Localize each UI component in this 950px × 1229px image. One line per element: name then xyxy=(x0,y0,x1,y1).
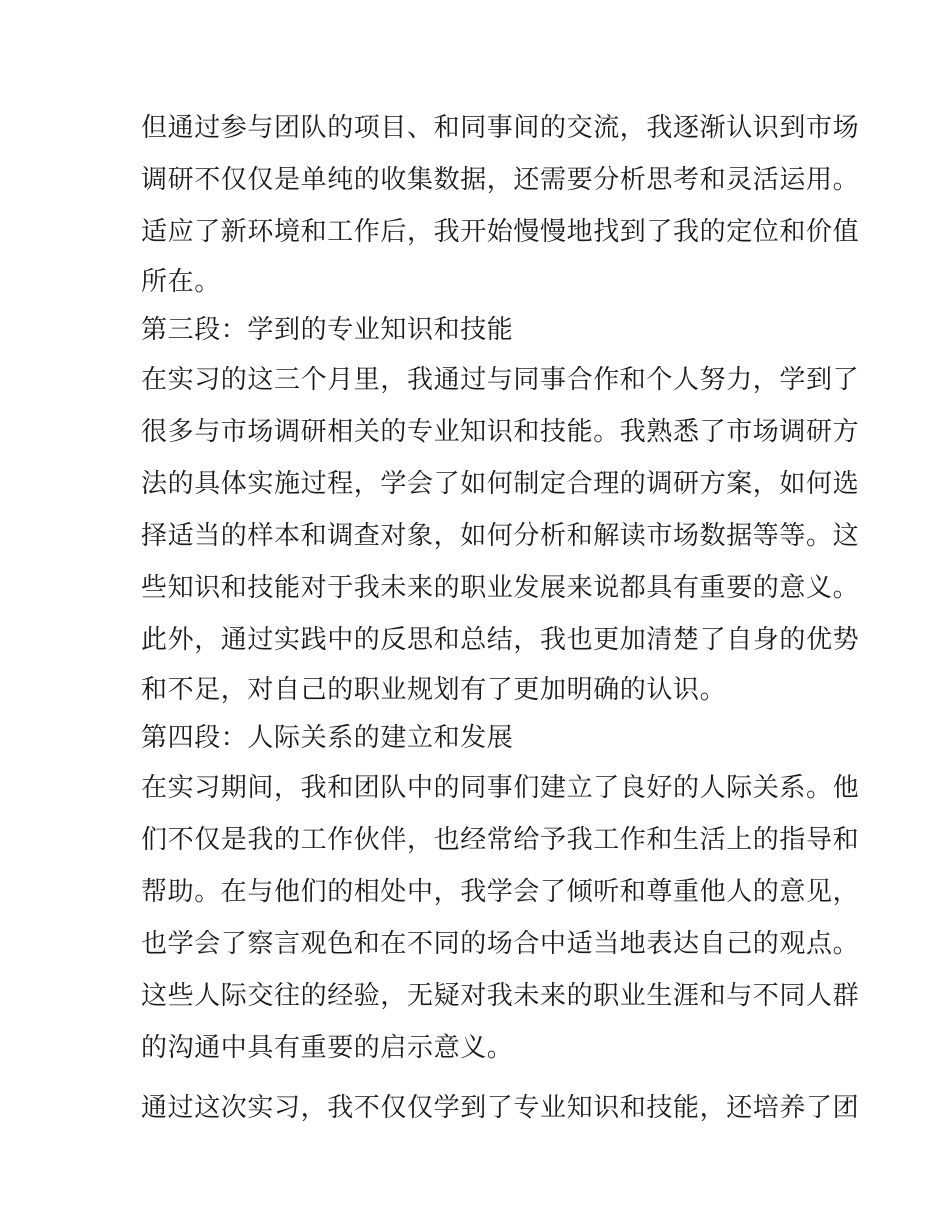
body-text-line: 通过这次实习，我不仅仅学到了专业知识和技能，还培养了团 xyxy=(141,1093,860,1123)
section-heading: 第三段：学到的专业知识和技能 xyxy=(141,315,514,345)
body-text-line: 些知识和技能对于我未来的职业发展来说都具有重要的意义。 xyxy=(141,573,860,603)
body-text-line: 在实习的这三个月里，我通过与同事合作和个人努力，学到了 xyxy=(141,365,860,395)
body-text-line: 所在。 xyxy=(141,267,221,297)
body-text-line: 调研不仅仅是单纯的收集数据，还需要分析思考和灵活运用。 xyxy=(141,165,860,195)
body-text-line: 适应了新环境和工作后，我开始慢慢地找到了我的定位和价值 xyxy=(141,217,860,247)
body-text-line: 也学会了察言观色和在不同的场合中适当地表达自己的观点。 xyxy=(141,929,860,959)
body-text-line: 的沟通中具有重要的启示意义。 xyxy=(141,1033,514,1063)
body-text-line: 很多与市场调研相关的专业知识和技能。我熟悉了市场调研方 xyxy=(141,417,860,447)
body-text-line: 法的具体实施过程，学会了如何制定合理的调研方案，如何选 xyxy=(141,469,860,499)
section-heading: 第四段：人际关系的建立和发展 xyxy=(141,723,514,753)
document-body xyxy=(141,102,860,1134)
body-text-line: 帮助。在与他们的相处中，我学会了倾听和尊重他人的意见， xyxy=(141,877,860,907)
body-text-line: 们不仅是我的工作伙伴，也经常给予我工作和生活上的指导和 xyxy=(141,825,860,855)
body-text-line: 择适当的样本和调查对象，如何分析和解读市场数据等等。这 xyxy=(141,521,860,551)
body-text-line: 在实习期间，我和团队中的同事们建立了良好的人际关系。他 xyxy=(141,773,860,803)
body-text-line: 这些人际交往的经验，无疑对我未来的职业生涯和与不同人群 xyxy=(141,981,860,1011)
body-text-line: 此外，通过实践中的反思和总结，我也更加清楚了自身的优势 xyxy=(141,625,860,655)
body-text-line: 和不足，对自己的职业规划有了更加明确的认识。 xyxy=(141,675,727,705)
body-text-line: 但通过参与团队的项目、和同事间的交流，我逐渐认识到市场 xyxy=(141,113,860,143)
